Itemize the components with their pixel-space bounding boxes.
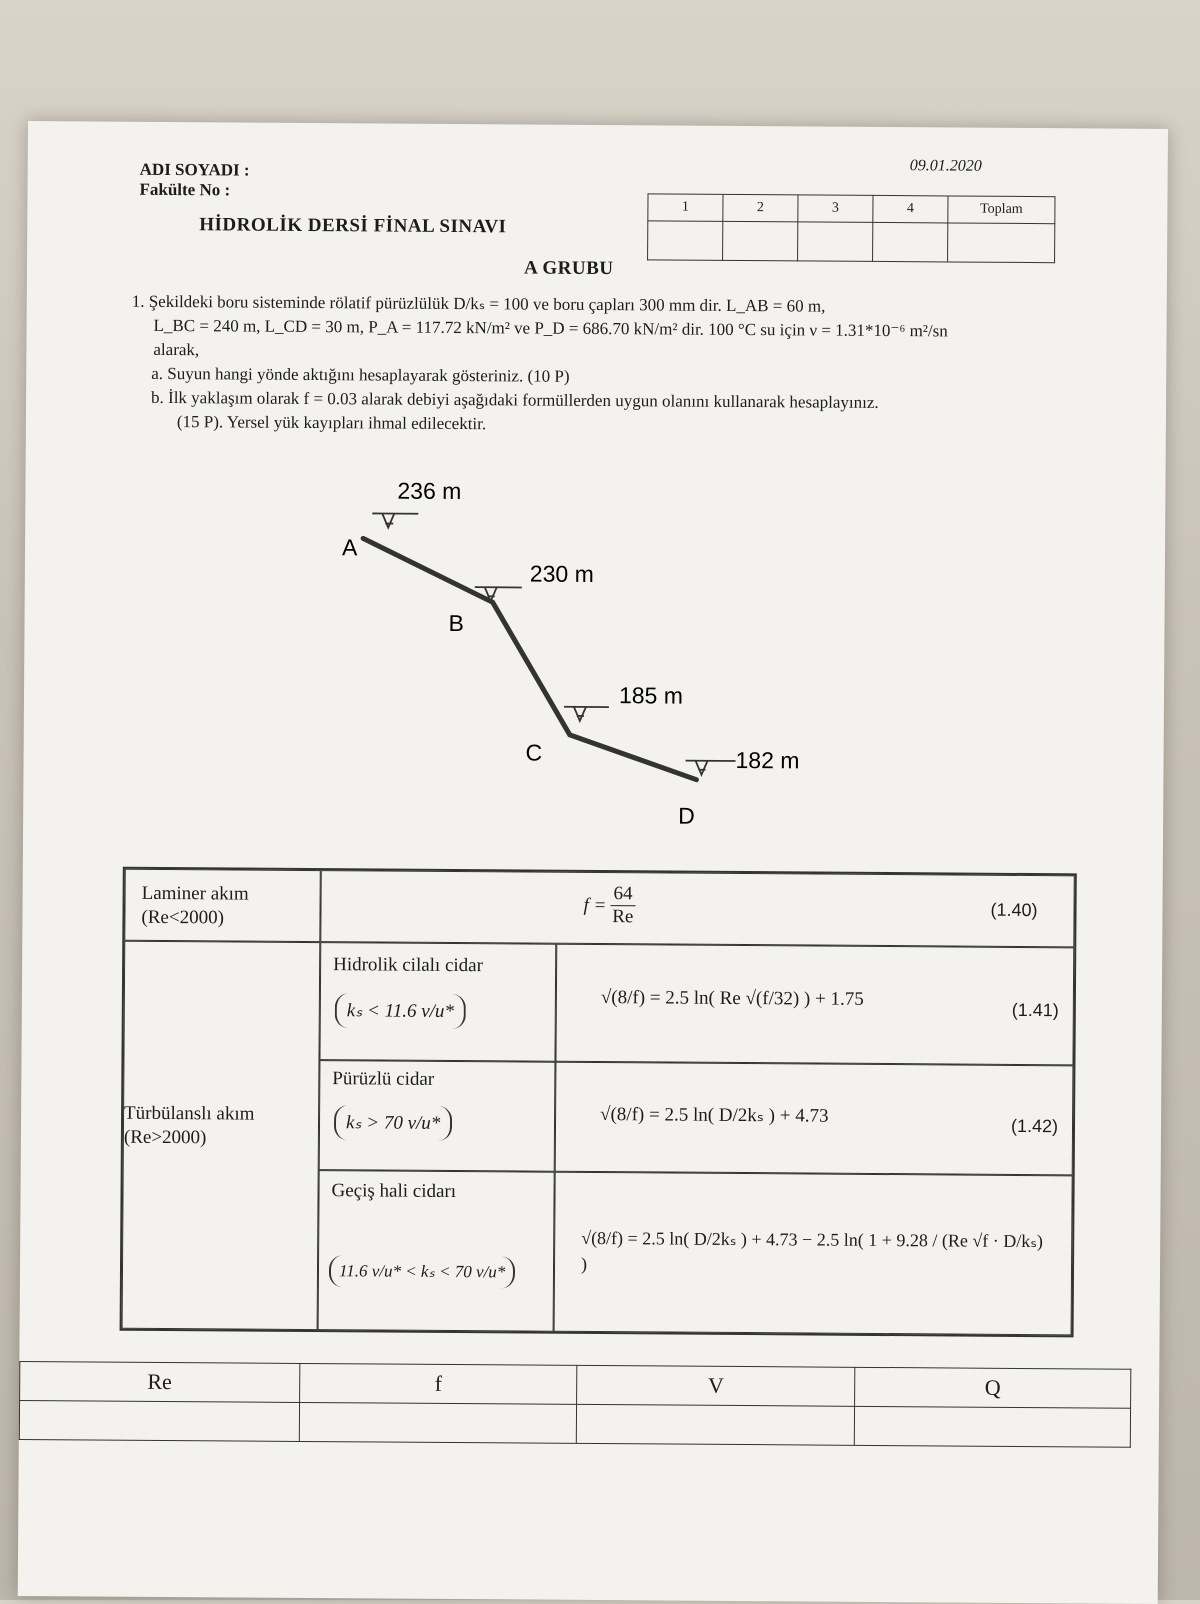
exam-date: 09.01.2020 — [910, 157, 982, 176]
laminar-eq-num: 64 — [610, 883, 635, 906]
laminar-eq-lhs: f = — [583, 894, 606, 916]
point-d-label: D — [678, 803, 695, 829]
result-cell — [19, 1400, 299, 1441]
rough-wall-equation: √(8/f) = 2.5 ln( D/2kₛ ) + 4.73 — [600, 1103, 829, 1128]
eq-number-140: (1.40) — [990, 900, 1037, 921]
eq-number-141: (1.41) — [1012, 1000, 1059, 1021]
smooth-wall-eq-cell — [555, 944, 1074, 1066]
result-cell — [299, 1402, 577, 1443]
rough-wall-cell — [319, 1060, 556, 1172]
transition-wall-eq-cell — [554, 1172, 1073, 1336]
elevation-d: 182 m — [735, 747, 799, 773]
result-table — [19, 1361, 1132, 1448]
point-a-label: A — [342, 534, 358, 560]
elevation-b: 230 m — [530, 561, 594, 587]
score-col-3: 3 — [798, 195, 873, 223]
rough-wall-label: Pürüzlü cidar — [332, 1067, 434, 1092]
laminar-eq-den: Re — [612, 906, 633, 928]
question-part-b: b. İlk yaklaşım olarak f = 0.03 alarak debiyi aşağıdaki formüllerden uygun olanını kullanarak hesaplayınız. — [131, 386, 1141, 417]
transition-wall-label: Geçiş hali cidarı — [331, 1179, 456, 1204]
smooth-wall-condition: kₛ < 11.6 ν/u* — [335, 993, 466, 1029]
smooth-wall-label: Hidrolik cilalı cidar — [333, 953, 483, 978]
laminar-label-cell — [124, 869, 320, 942]
score-col-total: Toplam — [948, 196, 1055, 224]
exam-paper — [18, 121, 1168, 1604]
result-cell — [855, 1406, 1131, 1447]
pipe-system-figure — [23, 121, 1168, 869]
score-col-2: 2 — [723, 194, 798, 222]
result-col-re: Re — [20, 1361, 300, 1402]
score-col-4: 4 — [873, 195, 948, 223]
score-col-1: 1 — [648, 194, 723, 222]
smooth-wall-equation: √(8/f) = 2.5 ln( Re √(f/32) ) + 1.75 — [601, 987, 864, 1011]
result-col-v: V — [577, 1365, 855, 1406]
laminar-label: Laminer akım — [142, 882, 249, 907]
group-label: A GRUBU — [524, 257, 614, 280]
transition-wall-condition: 11.6 ν/u* < kₛ < 70 ν/u* — [329, 1255, 516, 1288]
result-col-q: Q — [855, 1367, 1131, 1408]
turbulent-label: Türbülanslı akım — [124, 1102, 255, 1127]
question-line-2: L_BC = 240 m, L_CD = 30 m, P_A = 117.72 kN/m² ve P_D = 686.70 kN/m² dir. 100 °C su için ν = 1.31*10⁻⁶ m²/sn — [132, 314, 1142, 345]
laminar-eq-cell — [320, 870, 1074, 947]
point-c-label: C — [526, 740, 543, 766]
question-part-b-cont: (15 P). Yersel yük kayıpları ihmal edilecektir. — [131, 410, 1141, 441]
eq-number-142: (1.42) — [1011, 1116, 1058, 1137]
question-part-a: a. Suyun hangi yönde aktığını hesaplayarak gösteriniz. (10 P) — [131, 362, 1141, 393]
rough-wall-eq-cell — [555, 1062, 1074, 1176]
transition-wall-cell — [318, 1170, 555, 1332]
exam-title: HİDROLİK DERSİ FİNAL SINAVI — [199, 214, 506, 238]
faculty-label: Fakülte No : — [139, 180, 230, 201]
elevation-a: 236 m — [397, 478, 461, 504]
turbulent-label-cell — [122, 941, 321, 1330]
result-cell — [577, 1404, 855, 1445]
smooth-wall-cell — [319, 942, 556, 1062]
question-line-1: 1. Şekildeki boru sisteminde rölatif pürüzlülük D/kₛ = 100 ve boru çapları 300 mm dir. L_AB = 60 m, — [132, 290, 1142, 321]
laminar-range: (Re<2000) — [141, 906, 248, 931]
result-col-f: f — [299, 1363, 577, 1404]
formula-table — [120, 867, 1077, 1338]
transition-wall-equation: √(8/f) = 2.5 ln( D/2kₛ ) + 4.73 − 2.5 ln( 1 + 9.28 / (Re √f · D/kₛ) ) — [581, 1225, 1051, 1280]
rough-wall-condition: kₛ > 70 ν/u* — [334, 1105, 453, 1141]
turbulent-range: (Re>2000) — [124, 1126, 255, 1151]
name-label: ADI SOYADI : — [140, 160, 250, 181]
elevation-c: 185 m — [619, 682, 683, 708]
question-line-3: alarak, — [131, 338, 1141, 369]
point-b-label: B — [448, 610, 464, 636]
